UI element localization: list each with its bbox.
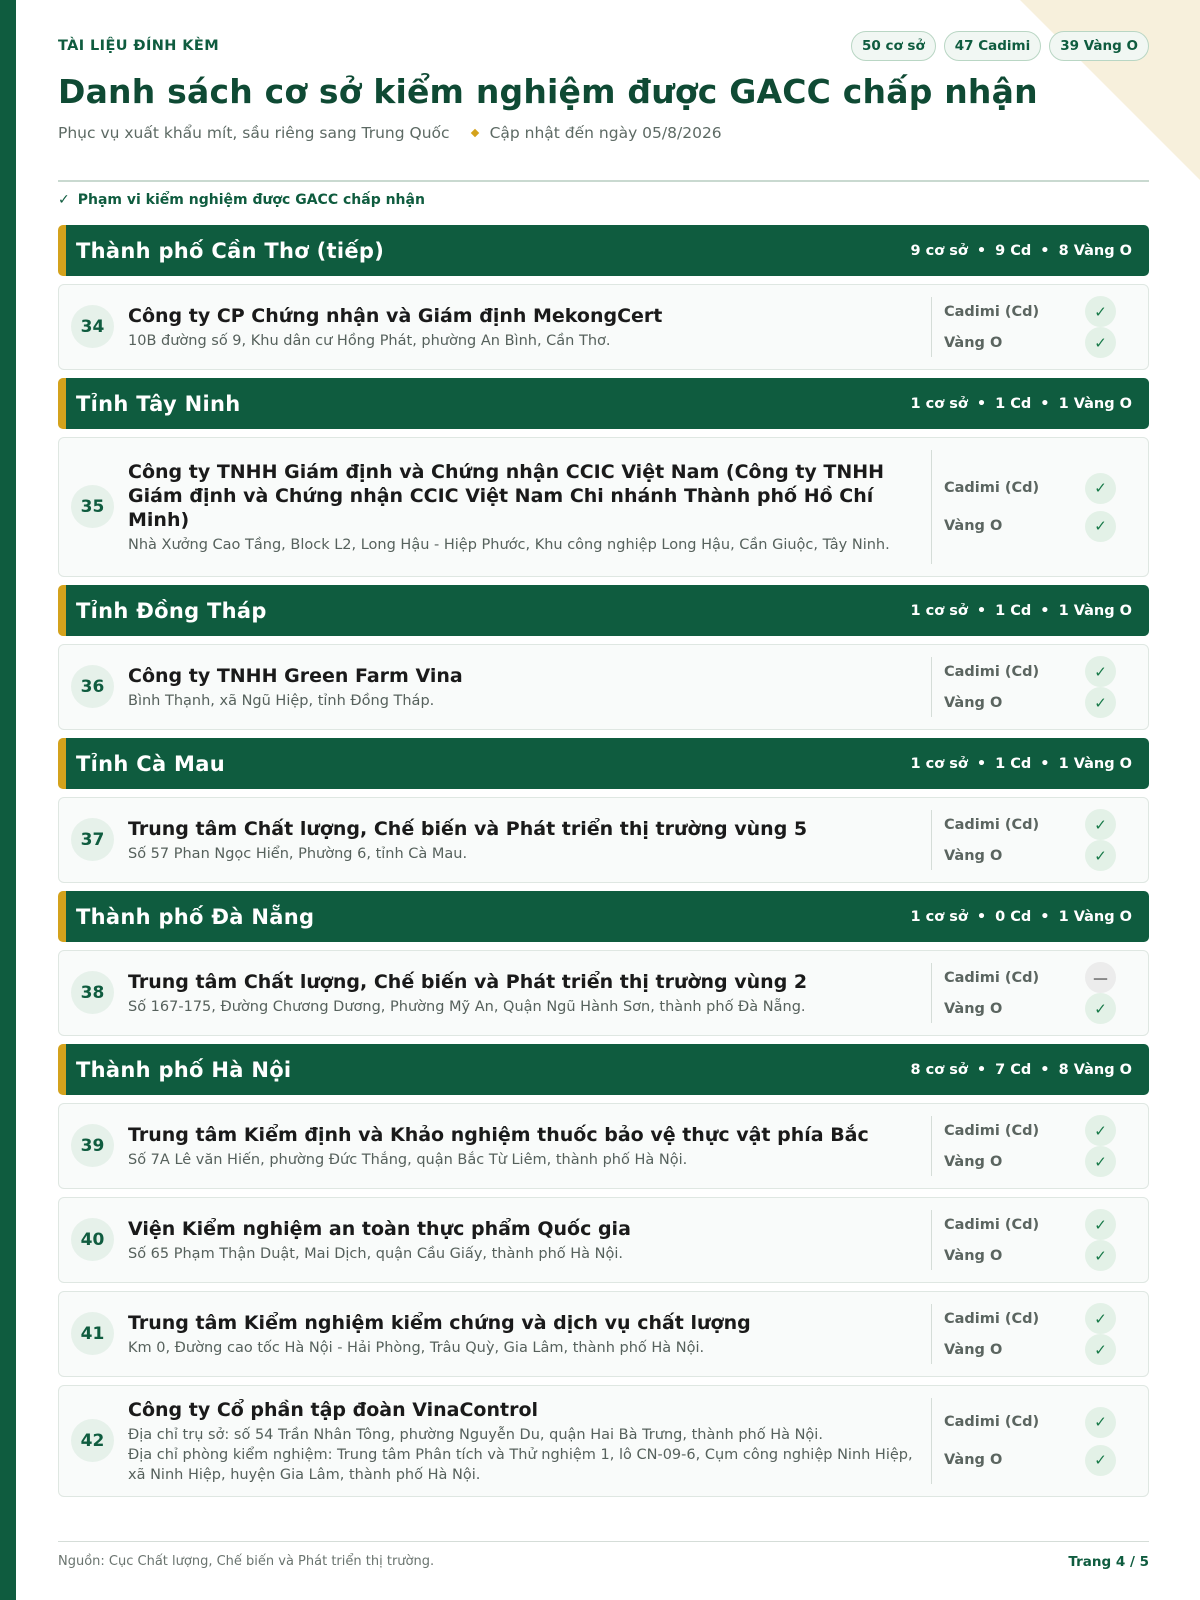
check-row-vang-o [932, 1441, 1148, 1479]
stats-separator: • [1040, 908, 1050, 925]
summary-badges [851, 31, 1149, 61]
left-accent-stripe [0, 0, 16, 1600]
facility-body [128, 817, 918, 864]
facility-address [128, 1425, 918, 1485]
facility-number: 37 [71, 818, 114, 861]
address-line: Số 167-175, Đường Chương Dương, Phường Mỹ An, Quận Ngũ Hành Sơn, thành phố Đà Nẵng. [128, 998, 806, 1015]
stats-separator: • [976, 602, 987, 619]
region-stat: 1 Vàng O [1058, 602, 1132, 619]
stats-separator: • [1040, 1061, 1050, 1078]
facility-card [58, 797, 1149, 883]
stats-separator: • [1040, 755, 1050, 772]
check-row-cadimi [932, 656, 1148, 687]
check-label-vang-o: Vàng O [944, 847, 1003, 864]
badge-cadimi: 47 Cadimi [944, 31, 1042, 61]
region-name: Tỉnh Đồng Tháp [76, 598, 267, 623]
facility-address [128, 535, 918, 555]
facility-body [128, 460, 918, 555]
address-line: Số 65 Phạm Thận Duật, Mai Dịch, quận Cầu Giấy, thành phố Hà Nội. [128, 1245, 623, 1262]
checkmark-icon: ✓ [1085, 993, 1116, 1024]
stats-separator: • [976, 1061, 987, 1078]
check-label-cadimi: Cadimi (Cd) [944, 1122, 1040, 1139]
facility-name: Trung tâm Chất lượng, Chế biến và Phát triển thị trường vùng 2 [128, 970, 808, 993]
facility-address [128, 1150, 918, 1170]
scope-checks [931, 297, 1148, 357]
check-row-cadimi [932, 1303, 1148, 1334]
check-row-vang-o [932, 1146, 1148, 1177]
scope-checks [931, 1398, 1148, 1484]
region-header [58, 891, 1149, 942]
check-row-vang-o [932, 687, 1148, 718]
check-label-cadimi: Cadimi (Cd) [944, 1310, 1040, 1327]
checkmark-icon: ✓ [1085, 1445, 1116, 1476]
facility-number: 34 [71, 305, 114, 348]
region-stats [910, 756, 1132, 772]
facility-body [128, 664, 918, 711]
checkmark-icon: ✓ [1085, 1303, 1116, 1334]
facility-card [58, 1385, 1149, 1497]
facility-number: 36 [71, 665, 114, 708]
address-line: Km 0, Đường cao tốc Hà Nội - Hải Phòng, Trâu Quỳ, Gia Lâm, thành phố Hà Nội. [128, 1339, 705, 1356]
checkmark-icon: ✓ [1085, 1146, 1116, 1177]
region-stat: 1 Vàng O [1058, 908, 1132, 925]
check-label-cadimi: Cadimi (Cd) [944, 816, 1040, 833]
stats-separator: • [976, 242, 987, 259]
stats-separator: • [1040, 242, 1050, 259]
check-row-vang-o [932, 507, 1148, 545]
stats-separator: • [976, 395, 987, 412]
check-label-cadimi: Cadimi (Cd) [944, 969, 1040, 986]
facility-name: Công ty TNHH Giám định và Chứng nhận CCIC Việt Nam (Công ty TNHH Giám định và Chứng nhận CCIC Việt Nam Chi nhánh Thành phố Hồ Chí Minh) [128, 460, 885, 531]
checkmark-icon: ✓ [1085, 1209, 1116, 1240]
check-row-vang-o [932, 327, 1148, 358]
region-stat: 8 cơ sở [910, 1061, 968, 1078]
check-row-vang-o [932, 1240, 1148, 1271]
facility-card [58, 1103, 1149, 1189]
facility-body [128, 304, 918, 351]
stats-separator: • [1040, 602, 1050, 619]
facility-list [58, 225, 1149, 1505]
region-stat: 8 Vàng O [1058, 242, 1132, 259]
region-stat: 9 Cd [995, 242, 1032, 259]
checkmark-icon: ✓ [1085, 327, 1116, 358]
region-stat: 1 Cd [995, 602, 1032, 619]
check-label-vang-o: Vàng O [944, 518, 1003, 534]
scope-checks [931, 810, 1148, 870]
checkmark-icon: ✓ [1085, 1334, 1116, 1365]
checkmark-icon: ✓ [1085, 511, 1116, 542]
address-line: 10B đường số 9, Khu dân cư Hồng Phát, phường An Bình, Cần Thơ. [128, 332, 611, 349]
region-stat: 7 Cd [995, 1061, 1032, 1078]
badge-vang-o: 39 Vàng O [1049, 31, 1149, 61]
check-label-vang-o: Vàng O [944, 1341, 1003, 1358]
facility-body [128, 1398, 918, 1485]
check-label-cadimi: Cadimi (Cd) [944, 1216, 1040, 1233]
region-name: Thành phố Cần Thơ (tiếp) [76, 238, 385, 263]
facility-card [58, 284, 1149, 370]
check-label-vang-o: Vàng O [944, 1452, 1003, 1468]
subtitle-text: Phục vụ xuất khẩu mít, sầu riêng sang Trung Quốc [58, 124, 450, 142]
region-stats [910, 603, 1132, 619]
check-row-cadimi [932, 962, 1148, 993]
checkmark-icon: ✓ [1085, 1115, 1116, 1146]
scope-checks [931, 963, 1148, 1023]
scope-checks [931, 1304, 1148, 1364]
diamond-icon [470, 129, 478, 137]
check-label-vang-o: Vàng O [944, 1247, 1003, 1264]
scope-checks [931, 1116, 1148, 1176]
check-row-cadimi [932, 1403, 1148, 1441]
address-line: Địa chỉ phòng kiểm nghiệm: Trung tâm Phân tích và Thử nghiệm 1, lô CN-09-6, Cụm công nghiệp Ninh Hiệp, xã Ninh Hiệp, huyện Gia Lâm, thành phố Hà Nội. [128, 1446, 913, 1483]
check-label-cadimi: Cadimi (Cd) [944, 303, 1040, 320]
facility-address [128, 844, 918, 864]
check-row-vang-o [932, 1334, 1148, 1365]
checkmark-icon: ✓ [1085, 656, 1116, 687]
facility-name: Công ty CP Chứng nhận và Giám định MekongCert [128, 304, 663, 327]
region-name: Tỉnh Cà Mau [76, 751, 225, 776]
scope-note-text: Phạm vi kiểm nghiệm được GACC chấp nhận [77, 192, 425, 208]
region-header [58, 1044, 1149, 1095]
region-header [58, 378, 1149, 429]
facility-name: Trung tâm Kiểm nghiệm kiểm chứng và dịch vụ chất lượng [128, 1311, 751, 1334]
scope-note [58, 192, 425, 208]
scope-checks [931, 1210, 1148, 1270]
check-label-cadimi: Cadimi (Cd) [944, 663, 1040, 680]
check-label-cadimi: Cadimi (Cd) [944, 480, 1040, 496]
facility-address [128, 691, 918, 711]
header [58, 0, 1149, 178]
region-name: Tỉnh Tây Ninh [76, 391, 241, 416]
facility-body [128, 1123, 918, 1170]
stats-separator: • [976, 908, 987, 925]
address-line: Địa chỉ trụ sở: số 54 Trần Nhân Tông, phường Nguyễn Du, quận Hai Bà Trưng, thành phố Hà Nội. [128, 1426, 823, 1443]
region-stat: 1 Cd [995, 395, 1032, 412]
facility-number: 40 [71, 1218, 114, 1261]
badge-facilities: 50 cơ sở [851, 31, 936, 61]
checkmark-icon: ✓ [1085, 296, 1116, 327]
page-number: Trang 4 / 5 [1068, 1554, 1149, 1570]
facility-card [58, 644, 1149, 730]
facility-name: Công ty Cổ phần tập đoàn VinaControl [128, 1398, 539, 1421]
stats-separator: • [976, 755, 987, 772]
region-stat: 1 cơ sở [910, 602, 968, 619]
facility-address [128, 1244, 918, 1264]
facility-body [128, 970, 918, 1017]
page-subtitle [58, 124, 722, 142]
checkmark-icon: ✓ [1085, 809, 1116, 840]
checkmark-icon: ✓ [1085, 1407, 1116, 1438]
check-label-vang-o: Vàng O [944, 334, 1003, 351]
check-row-cadimi [932, 809, 1148, 840]
check-icon: ✓ [58, 192, 70, 208]
facility-name: Trung tâm Chất lượng, Chế biến và Phát triển thị trường vùng 5 [128, 817, 808, 840]
region-stat: 1 cơ sở [910, 908, 968, 925]
region-stat: 8 Vàng O [1058, 1061, 1132, 1078]
region-stat: 0 Cd [995, 908, 1032, 925]
facility-number: 38 [71, 971, 114, 1014]
region-name: Thành phố Đà Nẵng [76, 904, 315, 929]
region-stat: 1 cơ sở [910, 395, 968, 412]
region-stat: 1 Cd [995, 755, 1032, 772]
stats-separator: • [1040, 395, 1050, 412]
checkmark-icon: ✓ [1085, 687, 1116, 718]
page [58, 0, 1149, 1483]
facility-body [128, 1217, 918, 1264]
facility-number: 42 [71, 1419, 114, 1462]
region-stat: 1 Vàng O [1058, 395, 1132, 412]
facility-number: 39 [71, 1124, 114, 1167]
header-divider [58, 180, 1149, 182]
region-header [58, 738, 1149, 789]
check-row-cadimi [932, 1115, 1148, 1146]
facility-name: Công ty TNHH Green Farm Vina [128, 664, 463, 687]
facility-name: Viện Kiểm nghiệm an toàn thực phẩm Quốc gia [128, 1217, 631, 1240]
check-row-cadimi [932, 469, 1148, 507]
check-label-cadimi: Cadimi (Cd) [944, 1414, 1040, 1430]
facility-address [128, 997, 918, 1017]
address-line: Nhà Xưởng Cao Tầng, Block L2, Long Hậu - Hiệp Phước, Khu công nghiệp Long Hậu, Cần Giuộc, Tây Ninh. [128, 536, 890, 553]
check-row-vang-o [932, 840, 1148, 871]
scope-checks [931, 450, 1148, 564]
region-stats [910, 243, 1132, 259]
check-label-vang-o: Vàng O [944, 694, 1003, 711]
address-line: Số 7A Lê văn Hiến, phường Đức Thắng, quận Bắc Từ Liêm, thành phố Hà Nội. [128, 1151, 688, 1168]
region-stats [910, 909, 1132, 925]
facility-address [128, 1338, 918, 1358]
footer-divider [58, 1541, 1149, 1542]
address-line: Số 57 Phan Ngọc Hiển, Phường 6, tỉnh Cà Mau. [128, 845, 468, 862]
region-stat: 1 Vàng O [1058, 755, 1132, 772]
check-label-vang-o: Vàng O [944, 1000, 1003, 1017]
region-name: Thành phố Hà Nội [76, 1057, 292, 1082]
region-stat: 1 cơ sở [910, 755, 968, 772]
facility-name: Trung tâm Kiểm định và Khảo nghiệm thuốc bảo vệ thực vật phía Bắc [128, 1123, 869, 1146]
facility-address [128, 331, 918, 351]
checkmark-icon: ✓ [1085, 473, 1116, 504]
region-stats [910, 1062, 1132, 1078]
region-header [58, 585, 1149, 636]
facility-card [58, 950, 1149, 1036]
region-stats [910, 396, 1132, 412]
region-header [58, 225, 1149, 276]
region-stat: 9 cơ sở [910, 242, 968, 259]
page-title: Danh sách cơ sở kiểm nghiệm được GACC chấp nhận [58, 72, 1038, 111]
dash-icon: — [1085, 962, 1116, 993]
source-note: Nguồn: Cục Chất lượng, Chế biến và Phát triển thị trường. [58, 1554, 435, 1569]
facility-card [58, 1197, 1149, 1283]
facility-card [58, 1291, 1149, 1377]
check-row-cadimi [932, 296, 1148, 327]
check-row-vang-o [932, 993, 1148, 1024]
facility-number: 41 [71, 1312, 114, 1355]
facility-card [58, 437, 1149, 577]
check-label-vang-o: Vàng O [944, 1153, 1003, 1170]
facility-body [128, 1311, 918, 1358]
checkmark-icon: ✓ [1085, 1240, 1116, 1271]
check-row-cadimi [932, 1209, 1148, 1240]
address-line: Bình Thạnh, xã Ngũ Hiệp, tỉnh Đồng Tháp. [128, 692, 435, 709]
facility-number: 35 [71, 485, 114, 528]
checkmark-icon: ✓ [1085, 840, 1116, 871]
scope-checks [931, 657, 1148, 717]
updated-date: Cập nhật đến ngày 05/8/2026 [489, 124, 722, 142]
eyebrow-label: TÀI LIỆU ĐÍNH KÈM [58, 38, 220, 54]
